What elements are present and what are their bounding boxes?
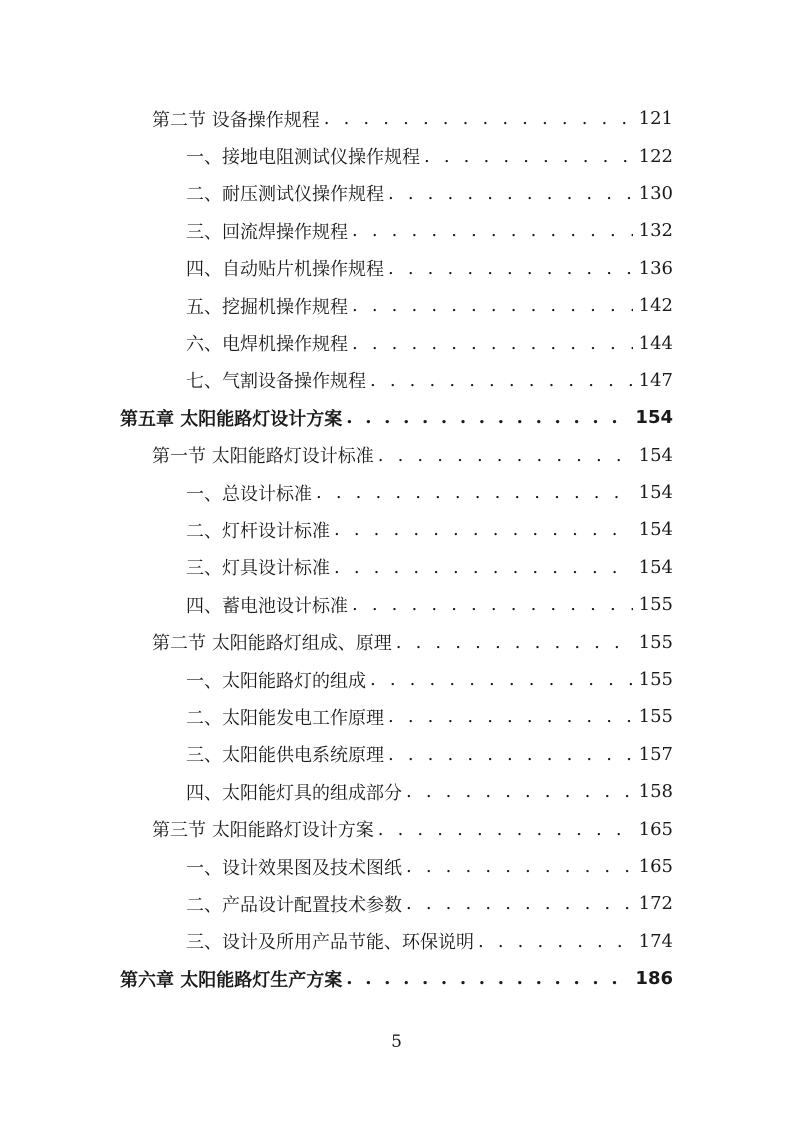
- toc-entry-title: 第二节 设备操作规程: [152, 109, 320, 131]
- table-of-contents: [0, 100, 793, 997]
- toc-entry-page: 172: [638, 893, 673, 915]
- toc-entry[interactable]: [0, 885, 673, 922]
- toc-entry-page: 142: [638, 295, 673, 317]
- toc-entry-page: 154: [635, 407, 673, 429]
- toc-entry-title: 第一节 太阳能路灯设计标准: [152, 446, 374, 468]
- dot-leader: [352, 333, 633, 354]
- toc-entry[interactable]: [0, 923, 673, 960]
- toc-entry-title: 二、耐压测试仪操作规程: [186, 184, 384, 206]
- dot-leader: [388, 706, 633, 727]
- toc-entry-title: 三、太阳能供电系统原理: [186, 745, 384, 767]
- dot-leader: [478, 931, 633, 952]
- toc-entry[interactable]: [0, 212, 673, 249]
- toc-entry-title: 第五章 太阳能路灯设计方案: [120, 408, 343, 430]
- toc-chapter-entry[interactable]: [0, 399, 673, 436]
- toc-entry-page: 154: [638, 519, 673, 541]
- toc-entry[interactable]: [0, 848, 673, 885]
- dot-leader: [352, 295, 633, 316]
- dot-leader: [352, 220, 633, 241]
- toc-entry-page: 155: [638, 631, 673, 653]
- toc-entry[interactable]: [0, 362, 673, 399]
- toc-entry-page: 130: [638, 182, 673, 204]
- dot-leader: [388, 258, 633, 279]
- toc-entry-page: 147: [638, 369, 673, 391]
- toc-entry[interactable]: [0, 698, 673, 735]
- toc-entry-title: 第三节 太阳能路灯设计方案: [152, 820, 374, 842]
- dot-leader: [334, 557, 633, 578]
- dot-leader: [406, 781, 633, 802]
- toc-entry-page: 186: [635, 968, 673, 990]
- toc-entry-page: 154: [638, 482, 673, 504]
- toc-entry[interactable]: [0, 100, 673, 137]
- toc-entry[interactable]: [0, 773, 673, 810]
- toc-entry-title: 七、气割设备操作规程: [186, 371, 366, 393]
- toc-entry[interactable]: [0, 250, 673, 287]
- dot-leader: [352, 594, 633, 615]
- dot-leader: [406, 856, 633, 877]
- toc-entry[interactable]: [0, 549, 673, 586]
- dot-leader: [370, 370, 633, 391]
- toc-entry-page: 132: [638, 220, 673, 242]
- toc-entry-page: 154: [638, 556, 673, 578]
- toc-entry[interactable]: [0, 474, 673, 511]
- dot-leader: [378, 819, 633, 840]
- dot-leader: [316, 482, 633, 503]
- toc-entry-title: 第六章 太阳能路灯生产方案: [120, 969, 343, 991]
- toc-entry[interactable]: [0, 810, 673, 847]
- toc-entry-page: 155: [638, 594, 673, 616]
- toc-entry-page: 121: [638, 108, 673, 130]
- toc-entry-title: 六、电焊机操作规程: [186, 334, 348, 356]
- dot-leader: [324, 108, 633, 129]
- dot-leader: [334, 519, 633, 540]
- page-number: 5: [391, 1032, 402, 1052]
- dot-leader: [370, 669, 633, 690]
- toc-entry[interactable]: [0, 137, 673, 174]
- dot-leader: [396, 632, 633, 653]
- toc-entry-page: 154: [638, 444, 673, 466]
- toc-entry[interactable]: [0, 287, 673, 324]
- toc-entry-page: 155: [638, 706, 673, 728]
- toc-entry-page: 158: [638, 781, 673, 803]
- dot-leader: [378, 445, 633, 466]
- toc-entry-title: 一、太阳能路灯的组成: [186, 670, 366, 692]
- dot-leader: [346, 407, 629, 428]
- toc-entry-title: 四、太阳能灯具的组成部分: [186, 782, 402, 804]
- toc-entry-page: 174: [638, 930, 673, 952]
- dot-leader: [346, 968, 629, 989]
- toc-entry-title: 一、设计效果图及技术图纸: [186, 857, 402, 879]
- toc-entry-title: 五、挖掘机操作规程: [186, 296, 348, 318]
- toc-entry-page: 136: [638, 257, 673, 279]
- toc-entry-page: 165: [638, 818, 673, 840]
- toc-entry-page: 144: [638, 332, 673, 354]
- dot-leader: [388, 183, 633, 204]
- toc-entry[interactable]: [0, 586, 673, 623]
- toc-entry[interactable]: [0, 175, 673, 212]
- toc-entry-title: 三、设计及所用产品节能、环保说明: [186, 932, 474, 954]
- toc-entry[interactable]: [0, 511, 673, 548]
- toc-entry-page: 165: [638, 856, 673, 877]
- toc-entry-title: 二、灯杆设计标准: [186, 520, 330, 542]
- toc-entry[interactable]: [0, 437, 673, 474]
- toc-entry-title: 四、自动贴片机操作规程: [186, 259, 384, 281]
- toc-entry-page: 155: [638, 669, 673, 691]
- toc-entry-page: 157: [638, 743, 673, 765]
- toc-entry-page: 122: [638, 145, 673, 167]
- toc-entry[interactable]: [0, 623, 673, 660]
- toc-entry-title: 三、灯具设计标准: [186, 558, 330, 580]
- toc-entry[interactable]: [0, 324, 673, 361]
- toc-entry-title: 三、回流焊操作规程: [186, 221, 348, 243]
- dot-leader: [406, 893, 633, 914]
- dot-leader: [388, 744, 633, 765]
- toc-entry-title: 一、接地电阻测试仪操作规程: [186, 147, 420, 169]
- toc-entry-title: 二、太阳能发电工作原理: [186, 707, 384, 729]
- toc-entry[interactable]: [0, 736, 673, 773]
- toc-chapter-entry[interactable]: [0, 960, 673, 997]
- toc-entry-title: 第二节 太阳能路灯组成、原理: [152, 633, 392, 655]
- toc-entry-title: 一、总设计标准: [186, 483, 312, 505]
- toc-entry[interactable]: [0, 661, 673, 698]
- toc-entry-title: 四、蓄电池设计标准: [186, 595, 348, 617]
- toc-entry-title: 二、产品设计配置技术参数: [186, 894, 402, 916]
- dot-leader: [424, 146, 633, 167]
